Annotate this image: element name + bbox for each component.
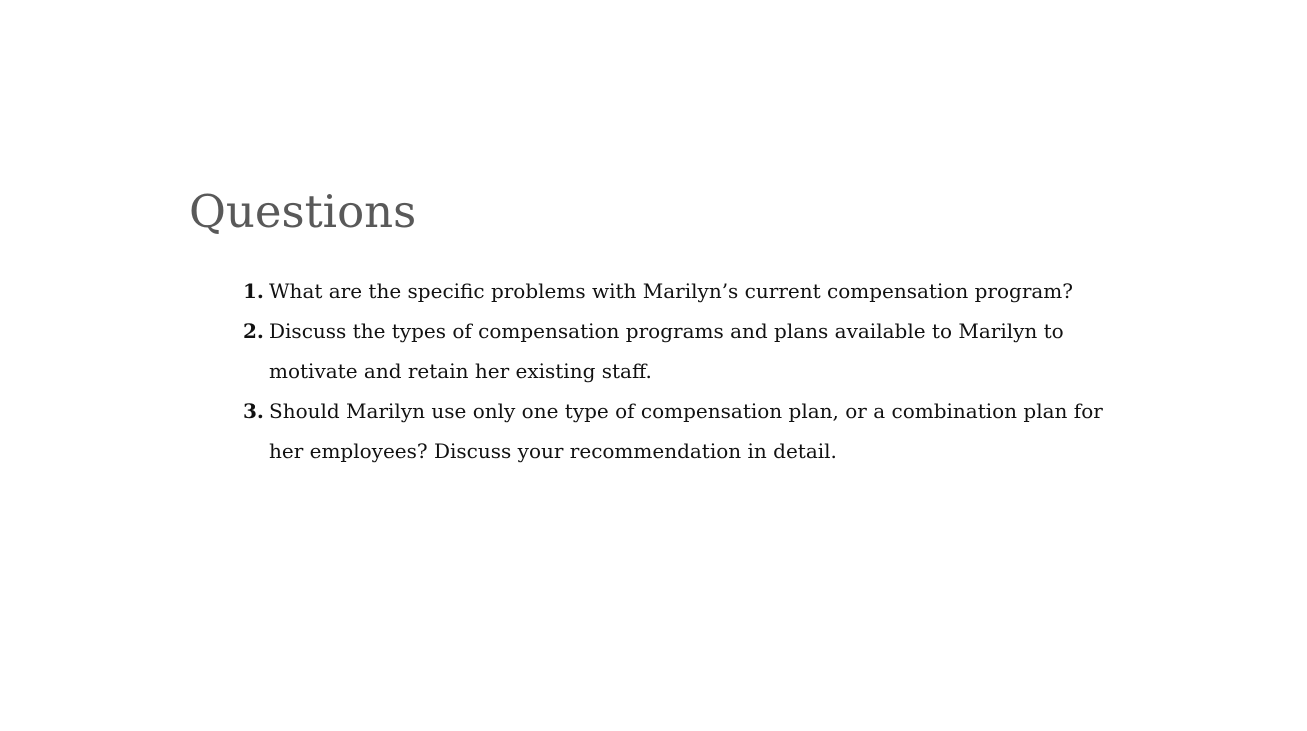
question-number: 1. [243,279,264,303]
question-item [243,271,1123,311]
question-number: 3. [243,399,264,423]
question-item [243,311,1123,391]
question-text: Discuss the types of compensation programs and plans available to Marilyn to motivate and retain her existing staff. [269,319,1064,383]
question-item [243,391,1123,471]
section-title: Questions [189,185,417,238]
question-text: Should Marilyn use only one type of compensation plan, or a combination plan for her employees? Discuss your recommendation in detail. [269,399,1103,463]
question-number: 2. [243,319,264,343]
question-list [243,271,1123,471]
question-text: What are the specific problems with Marilyn’s current compensation program? [269,279,1073,303]
